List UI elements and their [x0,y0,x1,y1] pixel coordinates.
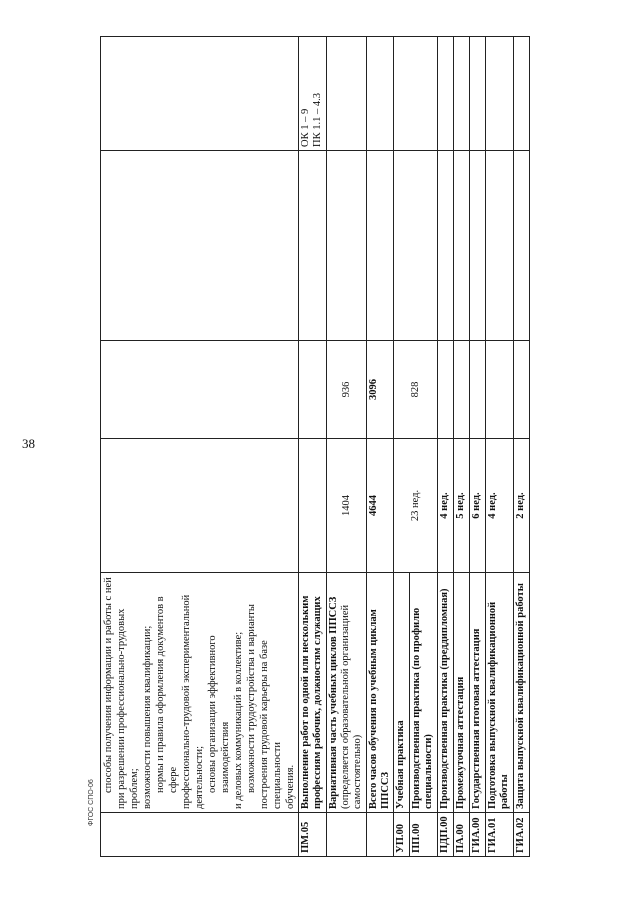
code-cell: ПДП.00 [438,813,454,857]
discipline-cell [367,151,394,341]
competence-cell [470,37,486,151]
table-row [299,37,327,857]
cell [101,151,299,341]
code-cell: ПМ.05 [299,813,327,857]
continuation-line: нормы и правила оформления документов в сфере [155,596,179,793]
max-load-cell: 6 нед. [470,439,486,573]
continuation-cell [101,573,299,813]
name-cell: Промежуточная аттестация [454,573,470,813]
continuation-line: при разрешении профессионально-трудовых проблем; [116,608,140,809]
page-number: 38 [22,436,35,451]
competence-cell [486,37,514,151]
hours-cell: 3096 [367,341,394,439]
max-load-cell: 5 нед. [454,439,470,573]
name-cell: Защита выпускной квалификационной работы [514,573,530,813]
max-load-cell: 4 нед. [438,439,454,573]
code-cell: ГИА.02 [514,813,530,857]
competence-cell [367,37,394,151]
table-row [367,37,394,857]
table-row [394,37,410,857]
name-main: Вариативная часть учебных циклов ППССЗ [328,596,339,809]
continuation-line: и деловых коммуникаций в коллективе; [233,631,244,809]
cell [101,37,299,151]
name-cell: Выполнение работ по одной или нескольким профессиям рабочих, должностям служащих [299,573,327,813]
competence-cell: ОК 1 – 9 ПК 1.1 – 4.3 [299,37,327,151]
competence-cell [394,37,438,151]
hours-cell [514,341,530,439]
competence-cell [514,37,530,151]
hours-cell: 936 [327,341,367,439]
discipline-cell [486,151,514,341]
continuation-line: способы получения информации и работы с ней [103,577,114,793]
name-cell: Производственная практика (преддипломная) [438,573,454,813]
cell [101,341,299,439]
code-cell [101,813,299,857]
code-cell [327,813,367,857]
discipline-cell [327,151,367,341]
table-row [514,37,530,857]
hours-cell [454,341,470,439]
name-extra: (определяется образовательной организацией самостоятельно) [340,604,363,809]
name-cell: Подготовка выпускной квалификационной работы [486,573,514,813]
name-cell: Учебная практика [394,573,410,813]
discipline-cell [470,151,486,341]
hours-cell [299,341,327,439]
max-load-cell [299,439,327,573]
competence-cell [327,37,367,151]
competence-cell [454,37,470,151]
hours-cell [470,341,486,439]
curriculum-table [100,36,530,857]
continuation-line: деятельности; [194,745,205,809]
continuation-line: обучения. [285,764,296,809]
max-load-cell: 4644 [367,439,394,573]
continuation-line: основы организации эффективного взаимодействия [207,635,231,793]
discipline-cell [438,151,454,341]
table-row [438,37,454,857]
code-cell: ПП.00 [410,813,438,857]
table-row [327,37,367,857]
code-cell: ГИА.01 [486,813,514,857]
discipline-cell [299,151,327,341]
continuation-line: построения трудовой карьеры на базе специальности [259,640,283,809]
code-cell [367,813,394,857]
max-load-cell: 1404 [327,439,367,573]
max-load-cell: 4 нед. [486,439,514,573]
code-cell: УП.00 [394,813,410,857]
name-cell: Всего часов обучения по учебным циклам ППССЗ [367,573,394,813]
table-row [470,37,486,857]
discipline-cell [514,151,530,341]
table-row [101,37,299,857]
max-load-cell: 2 нед. [514,439,530,573]
hours-cell [486,341,514,439]
name-cell [327,573,367,813]
table-row [454,37,470,857]
name-cell: Производственная практика (по профилю специальности) [410,573,438,813]
max-load-cell: 23 нед. [394,439,438,573]
code-cell: ПА.00 [454,813,470,857]
rotated-table-container [100,37,526,857]
table-row [486,37,514,857]
name-cell: Государственная итоговая аттестация [470,573,486,813]
code-cell: ГИА.00 [470,813,486,857]
discipline-cell [394,151,438,341]
hours-cell [438,341,454,439]
hours-cell: 828 [394,341,438,439]
continuation-line: возможности трудоустройства и варианты [246,604,257,793]
competence-cell [438,37,454,151]
cell [101,439,299,573]
discipline-cell [454,151,470,341]
continuation-line: профессионально-трудовой экспериментальной [181,594,192,809]
continuation-line: возможности повышения квалификации; [142,625,153,809]
footer-label: ФГОС СПО-06 [88,779,95,826]
